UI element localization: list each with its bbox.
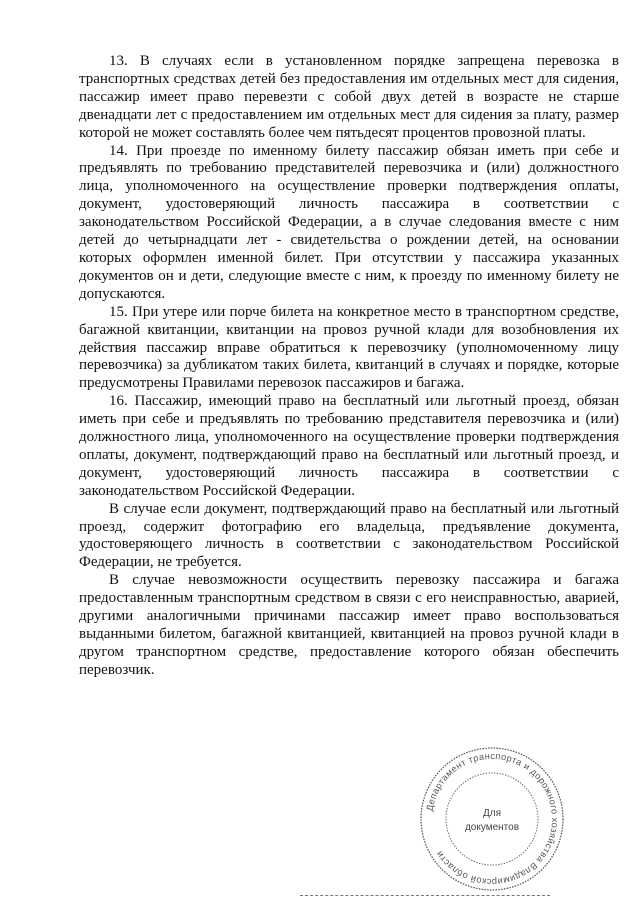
body-text	[79, 53, 619, 680]
paragraph-14: 14. При проезде по именному билету пассажир обязан иметь при себе и предъявлять по требованию представителей перевозчика и (или) должностного лица, уполномоченного на осуществление проверки подтверждения оплаты, документ, удостоверяющий личность пассажира в соответствии с законодательством Российской Федерации, а в случае следования вместе с ним детей до четырнадцати лет - свидетельства о рождении детей, на основании которых оформлен именной билет. При отсутствии у пассажира указанных документов он и дети, следующие вместе с ним, к проезду по именному билету не допускаются.	[79, 142, 619, 302]
paragraph-16: 16. Пассажир, имеющий право на бесплатный или льготный проезд, обязан иметь при себе и предъявлять по требованию представителя перевозчика и (или) должностного лица, уполномоченного на осуществление проверки подтверждения оплаты, документ, подтверждающий право на бесплатный или льготный проезд, и документ, удостоверяющий личность пассажира в соответствии с законодательством Российской Федерации.	[79, 393, 619, 499]
stamp-center-line-2: документов	[464, 822, 520, 833]
paragraph-16-replacement-vehicle: В случае невозможности осуществить перевозку пассажира и багажа предоставленным транспортным средством в связи с его неисправностью, аварией, другими аналогичными причинами пассажир имеет право воспользоваться выданными билетом, багажной квитанцией, квитанцией на провоз ручной клади в другом транспортном средстве, предоставление которого обязан обеспечить перевозчик.	[79, 572, 619, 678]
stamp-ring-text: Департамент транспорта и дорожного хозяйства Владимирской области	[424, 750, 561, 888]
paragraph-13: 13. В случаях если в установленном порядке запрещена перевозка в транспортных средствах детей без предоставления им отдельных мест для сидения, пассажир имеет право перевезти с собой двух детей в возрасте не старше двенадцати лет с предоставлением им отдельных мест для сидения за плату, размер которой не может составлять более чем пятьдесят процентов провозной платы.	[79, 53, 619, 141]
stamp-center-line-1: Для	[482, 808, 502, 819]
official-stamp	[417, 744, 567, 894]
paragraph-15: 15. При утере или порче билета на конкретное место в транспортном средстве, багажной квитанции, квитанции на провоз ручной клади для возобновления их действия пассажир вправе обратиться к перевозчику (уполномоченному лицу перевозчика) за дубликатом таких билета, квитанций в случаях и порядке, которые предусмотрены Правилами перевозок пассажиров и багажа.	[79, 303, 619, 392]
bottom-scan-line	[300, 895, 550, 897]
paragraph-16-photo-exception: В случае если документ, подтверждающий право на бесплатный или льготный проезд, содержит фотографию его владельца, предъявление документа, удостоверяющего личность в соответствии с законодательством Российской Федерации, не требуется.	[79, 500, 619, 571]
